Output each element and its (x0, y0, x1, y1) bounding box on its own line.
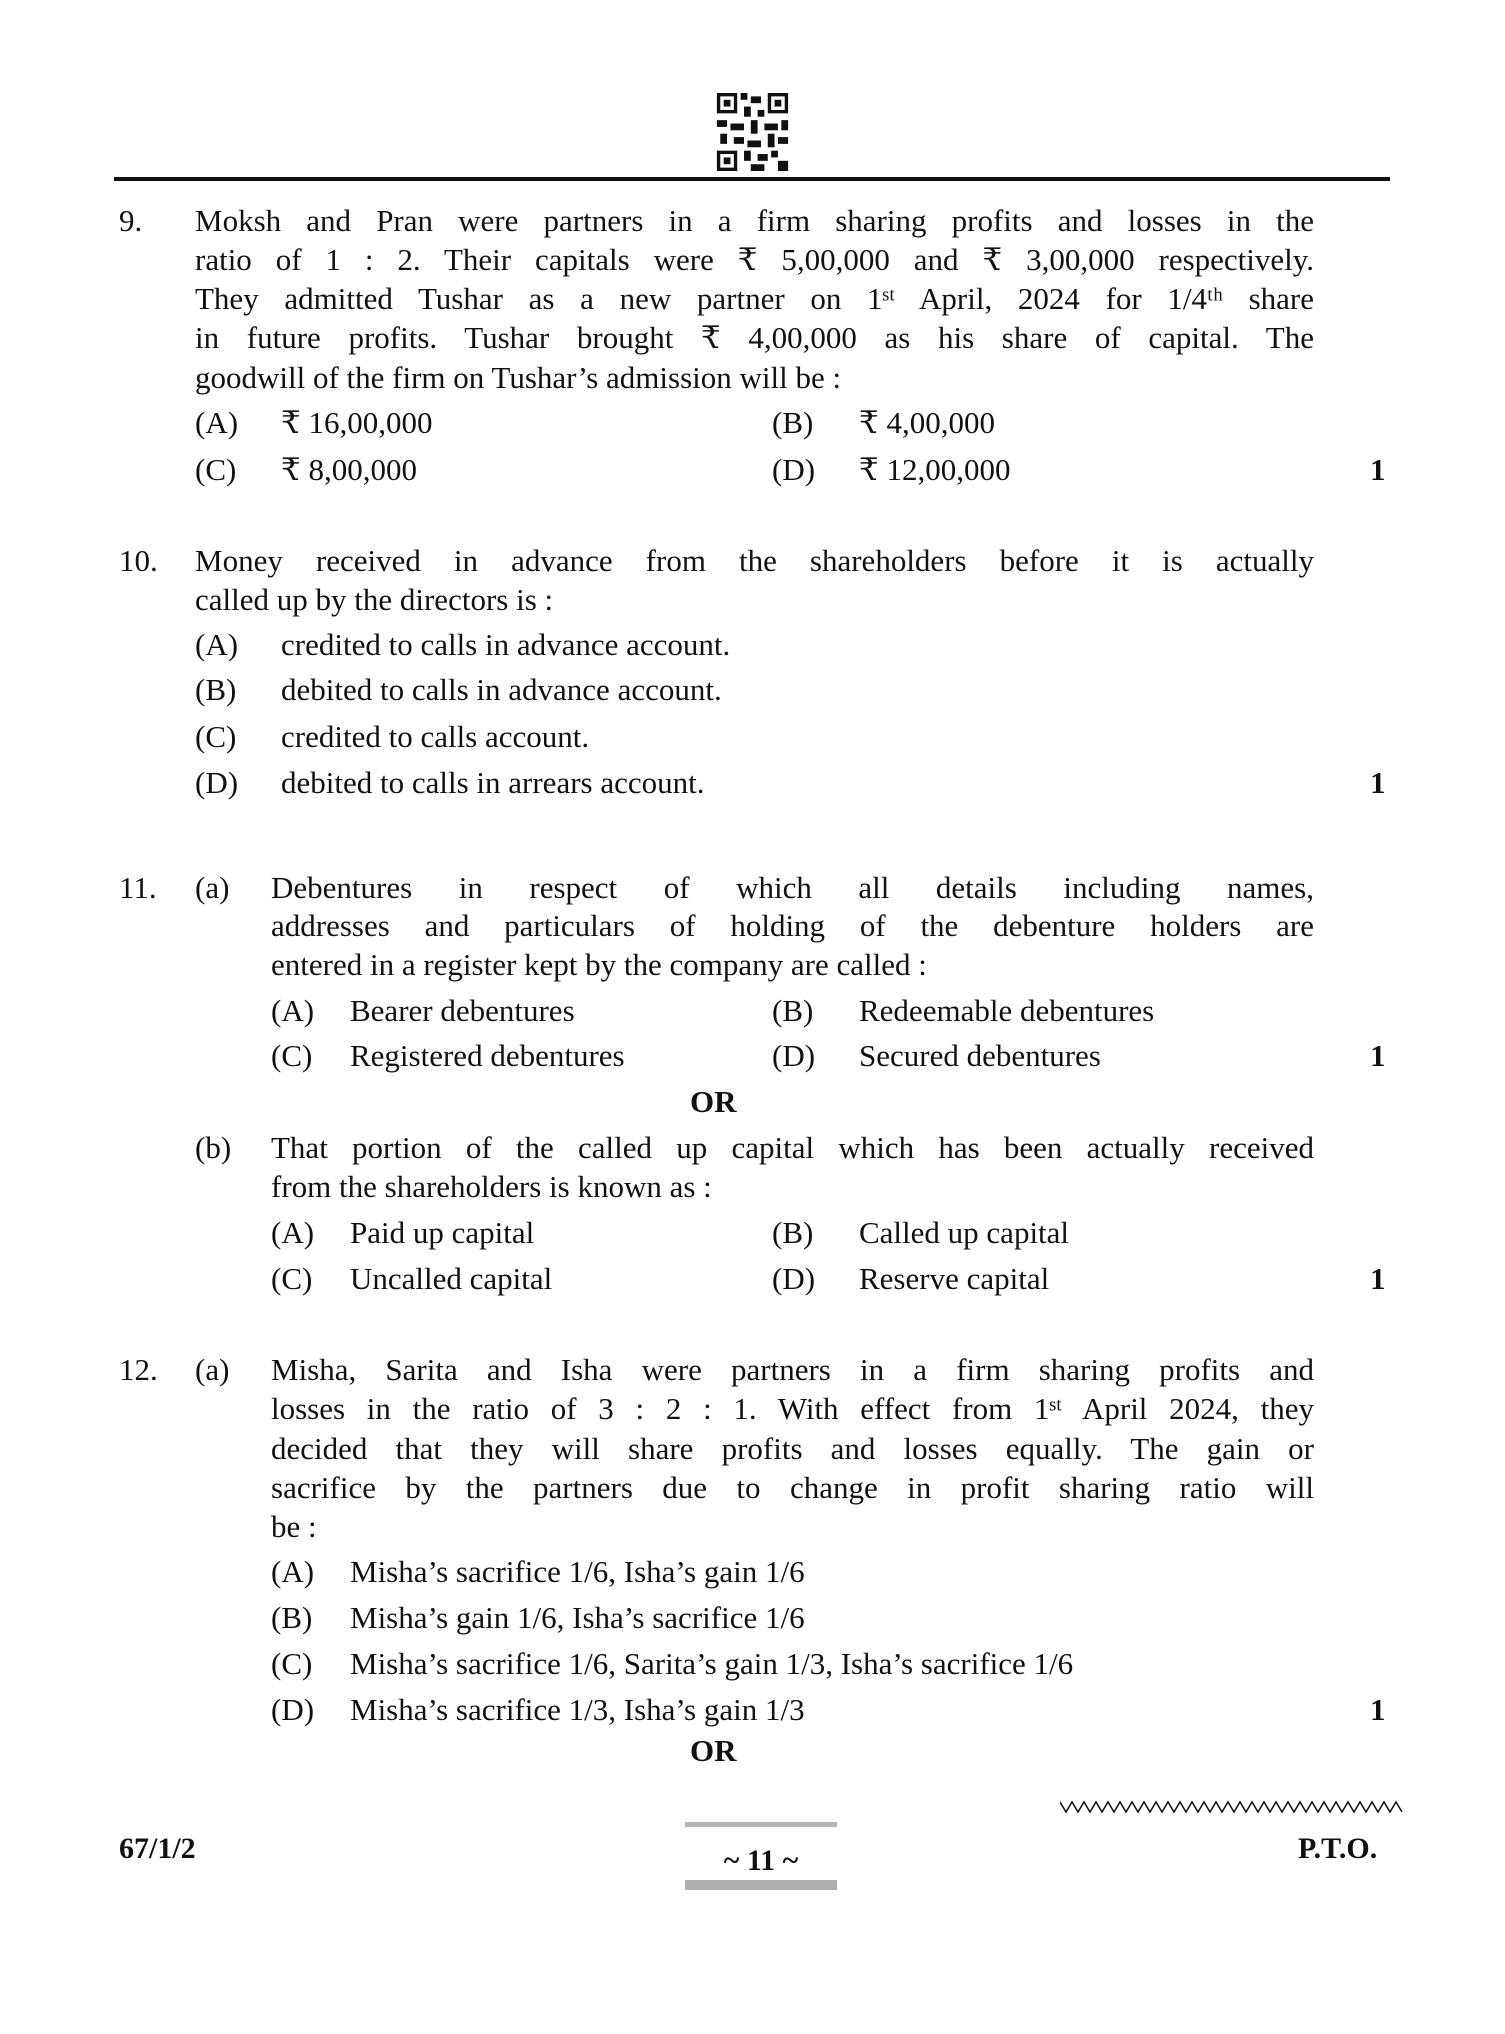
option-key: (A) (271, 1215, 315, 1250)
option-b: debited to calls in advance account. (281, 672, 722, 707)
option-key: (B) (195, 672, 237, 707)
option-a: credited to calls in advance account. (281, 627, 731, 662)
question-text-line: Debentures in respect of which all details including names, (271, 870, 1314, 905)
option-key: (B) (772, 993, 814, 1028)
option-key: (D) (195, 765, 239, 800)
page-number-bottom-bar (685, 1880, 837, 1890)
option-d: debited to calls in arrears account. (281, 765, 705, 800)
option-c: Misha’s sacrifice 1/6, Sarita’s gain 1/3, Isha’s sacrifice 1/6 (350, 1646, 1074, 1681)
option-key: (A) (271, 993, 315, 1028)
question-text-line: ratio of 1 : 2. Their capitals were ₹ 5,00,000 and ₹ 3,00,000 respectively. (195, 242, 1314, 277)
question-text-line: sacrifice by the partners due to change in profit sharing ratio will (271, 1470, 1314, 1505)
option-a: Paid up capital (350, 1215, 535, 1250)
question-text-line: losses in the ratio of 3 : 2 : 1. With effect from 1ˢᵗ April 2024, they (271, 1391, 1314, 1426)
question-text-line: Misha, Sarita and Isha were partners in a firm sharing profits and (271, 1352, 1314, 1387)
option-key: (C) (271, 1646, 313, 1681)
question-number: 12. (119, 1352, 158, 1387)
question-text-line: in future profits. Tushar brought ₹ 4,00,000 as his share of capital. The (195, 320, 1314, 355)
marks: 1 (1370, 765, 1386, 800)
marks: 1 (1370, 1692, 1386, 1727)
option-key: (A) (195, 405, 239, 440)
question-text-line: addresses and particulars of holding of the debenture holders are (271, 908, 1314, 943)
option-key: (D) (772, 452, 816, 487)
option-d: ₹ 12,00,000 (859, 452, 1011, 487)
option-c: Uncalled capital (350, 1261, 553, 1296)
question-text-line: be : (271, 1509, 317, 1544)
option-key: (A) (195, 627, 239, 662)
qr-code (716, 93, 789, 171)
option-key: (D) (271, 1692, 315, 1727)
question-text-line: from the shareholders is known as : (271, 1169, 712, 1204)
option-key: (B) (271, 1600, 313, 1635)
option-b: Misha’s gain 1/6, Isha’s sacrifice 1/6 (350, 1600, 805, 1635)
option-d: Misha’s sacrifice 1/3, Isha’s gain 1/3 (350, 1692, 805, 1727)
sub-question-label: (b) (195, 1130, 232, 1165)
option-d: Secured debentures (859, 1038, 1101, 1073)
option-c: ₹ 8,00,000 (281, 452, 417, 487)
option-d: Reserve capital (859, 1261, 1050, 1296)
please-turn-over: P.T.O. (1298, 1832, 1378, 1865)
option-key: (C) (195, 719, 237, 754)
page-number-top-bar (685, 1822, 837, 1827)
question-text-line: called up by the directors is : (195, 582, 554, 617)
option-key: (C) (271, 1261, 313, 1296)
or-separator: OR (690, 1733, 737, 1768)
question-text-line: Moksh and Pran were partners in a firm sharing profits and losses in the (195, 203, 1314, 238)
question-text-line: Money received in advance from the shareholders before it is actually (195, 543, 1314, 578)
sub-question-label: (a) (195, 870, 230, 905)
question-text-line: They admitted Tushar as a new partner on 1ˢᵗ April, 2024 for 1/4ᵗʰ share (195, 281, 1314, 316)
option-b: ₹ 4,00,000 (859, 405, 995, 440)
option-key: (D) (772, 1261, 816, 1296)
option-key: (C) (195, 452, 237, 487)
marks: 1 (1370, 1261, 1386, 1296)
question-text-line: decided that they will share profits and losses equally. The gain or (271, 1431, 1314, 1466)
option-c: credited to calls account. (281, 719, 590, 754)
question-text-line: entered in a register kept by the company are called : (271, 947, 927, 982)
option-key: (D) (772, 1038, 816, 1073)
question-number: 9. (119, 203, 143, 238)
sub-question-label: (a) (195, 1352, 230, 1387)
option-key: (B) (772, 1215, 814, 1250)
question-text-line: That portion of the called up capital which has been actually received (271, 1130, 1314, 1165)
option-key: (A) (271, 1554, 315, 1589)
question-number: 11. (119, 870, 157, 905)
or-separator: OR (690, 1084, 737, 1119)
option-key: (C) (271, 1038, 313, 1073)
option-c: Registered debentures (350, 1038, 625, 1073)
marks: 1 (1370, 1038, 1386, 1073)
option-b: Redeemable debentures (859, 993, 1155, 1028)
option-a: ₹ 16,00,000 (281, 405, 433, 440)
option-key: (B) (772, 405, 814, 440)
option-a: Bearer debentures (350, 993, 575, 1028)
marks: 1 (1370, 452, 1386, 487)
page-number: ~ 11 ~ (723, 1844, 799, 1877)
paper-code: 67/1/2 (119, 1832, 196, 1865)
option-a: Misha’s sacrifice 1/6, Isha’s gain 1/6 (350, 1554, 805, 1589)
header-rule (114, 177, 1390, 181)
wavy-line-decoration (1060, 1800, 1405, 1814)
question-number: 10. (119, 543, 158, 578)
question-text-line: goodwill of the firm on Tushar’s admission will be : (195, 360, 842, 395)
option-b: Called up capital (859, 1215, 1070, 1250)
